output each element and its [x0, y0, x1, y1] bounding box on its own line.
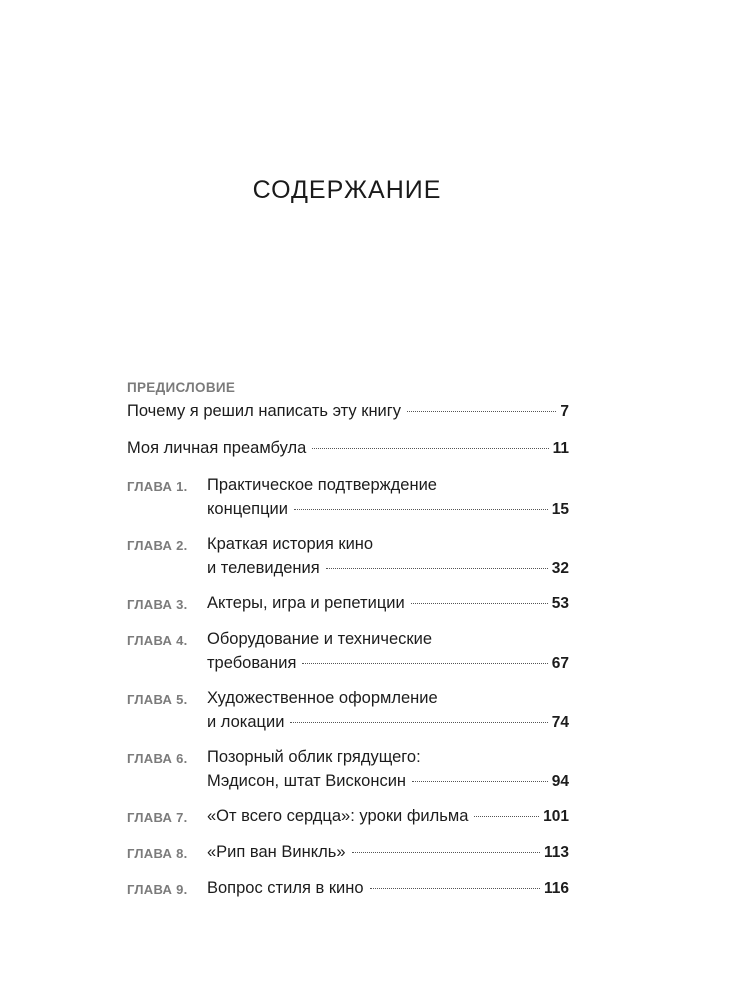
- dot-leader: [370, 888, 540, 889]
- toc-entry-chapter-6[interactable]: [127, 745, 569, 794]
- dot-leader: [474, 816, 539, 817]
- page-number: 74: [551, 714, 569, 731]
- entry-title-line: Краткая история кино: [207, 535, 374, 553]
- dot-leader: [302, 663, 547, 664]
- chapter-label: ГЛАВА 6.: [127, 751, 188, 766]
- chapter-label: ГЛАВА 3.: [127, 597, 188, 612]
- chapter-label: ГЛАВА 1.: [127, 479, 188, 494]
- dot-leader: [411, 603, 548, 604]
- page-number: 32: [551, 560, 569, 577]
- toc-entry-preface-1[interactable]: [127, 399, 569, 424]
- chapter-label: ГЛАВА 5.: [127, 692, 188, 707]
- toc-entry-chapter-8[interactable]: [127, 840, 569, 866]
- toc-entry-chapter-2[interactable]: [127, 532, 569, 581]
- entry-title: Моя личная преамбула: [127, 439, 307, 457]
- page-number: 94: [551, 773, 569, 790]
- chapter-label: ГЛАВА 9.: [127, 882, 188, 897]
- chapter-label: ГЛАВА 8.: [127, 846, 188, 861]
- entry-title: Вопрос стиля в кино: [207, 879, 364, 897]
- page-number: 7: [560, 403, 569, 420]
- toc-entry-chapter-3[interactable]: [127, 591, 569, 617]
- toc-entry-chapter-1[interactable]: [127, 473, 569, 522]
- page-number: 113: [543, 844, 569, 861]
- entry-title: требования: [207, 654, 297, 672]
- chapter-label: ГЛАВА 4.: [127, 633, 188, 648]
- dot-leader: [312, 448, 548, 449]
- entry-title-line: Оборудование и технические: [207, 630, 433, 648]
- entry-title-line: Позорный облик грядущего:: [207, 748, 421, 766]
- chapter-label: ГЛАВА 7.: [127, 810, 188, 825]
- page-number: 15: [551, 501, 569, 518]
- dot-leader: [326, 568, 548, 569]
- page-number: 101: [543, 808, 569, 825]
- toc-entry-chapter-4[interactable]: [127, 627, 569, 676]
- entry-title: концепции: [207, 500, 288, 518]
- entry-title-line: Художественное оформление: [207, 689, 438, 707]
- entry-title: «От всего сердца»: уроки фильма: [207, 807, 469, 825]
- dot-leader: [290, 722, 547, 723]
- toc-entry-chapter-7[interactable]: [127, 804, 569, 830]
- entry-title: и телевидения: [207, 559, 320, 577]
- entry-title: Мэдисон, штат Висконсин: [207, 772, 407, 790]
- entry-title: Почему я решил написать эту книгу: [127, 402, 402, 420]
- chapter-label: ГЛАВА 2.: [127, 538, 188, 553]
- dot-leader: [412, 781, 548, 782]
- page-number: 116: [543, 880, 569, 897]
- entry-title: «Рип ван Винкль»: [207, 843, 346, 861]
- page-title: СОДЕРЖАНИЕ: [252, 176, 442, 204]
- dot-leader: [294, 509, 548, 510]
- page-number: 53: [551, 595, 569, 612]
- entry-title: и локации: [207, 713, 285, 731]
- table-of-contents: [127, 377, 569, 902]
- toc-entry-chapter-9[interactable]: [127, 876, 569, 902]
- toc-entry-preface-2[interactable]: [127, 436, 569, 461]
- preface-label: ПРЕДИСЛОВИЕ: [127, 380, 236, 395]
- page-number: 67: [551, 655, 569, 672]
- dot-leader: [352, 852, 540, 853]
- entry-title: Актеры, игра и репетиции: [207, 594, 405, 612]
- toc-entry-chapter-5[interactable]: [127, 686, 569, 735]
- page-number: 11: [552, 440, 569, 457]
- entry-title-line: Практическое подтверждение: [207, 476, 437, 494]
- chapter-list: [127, 473, 569, 902]
- dot-leader: [407, 411, 556, 412]
